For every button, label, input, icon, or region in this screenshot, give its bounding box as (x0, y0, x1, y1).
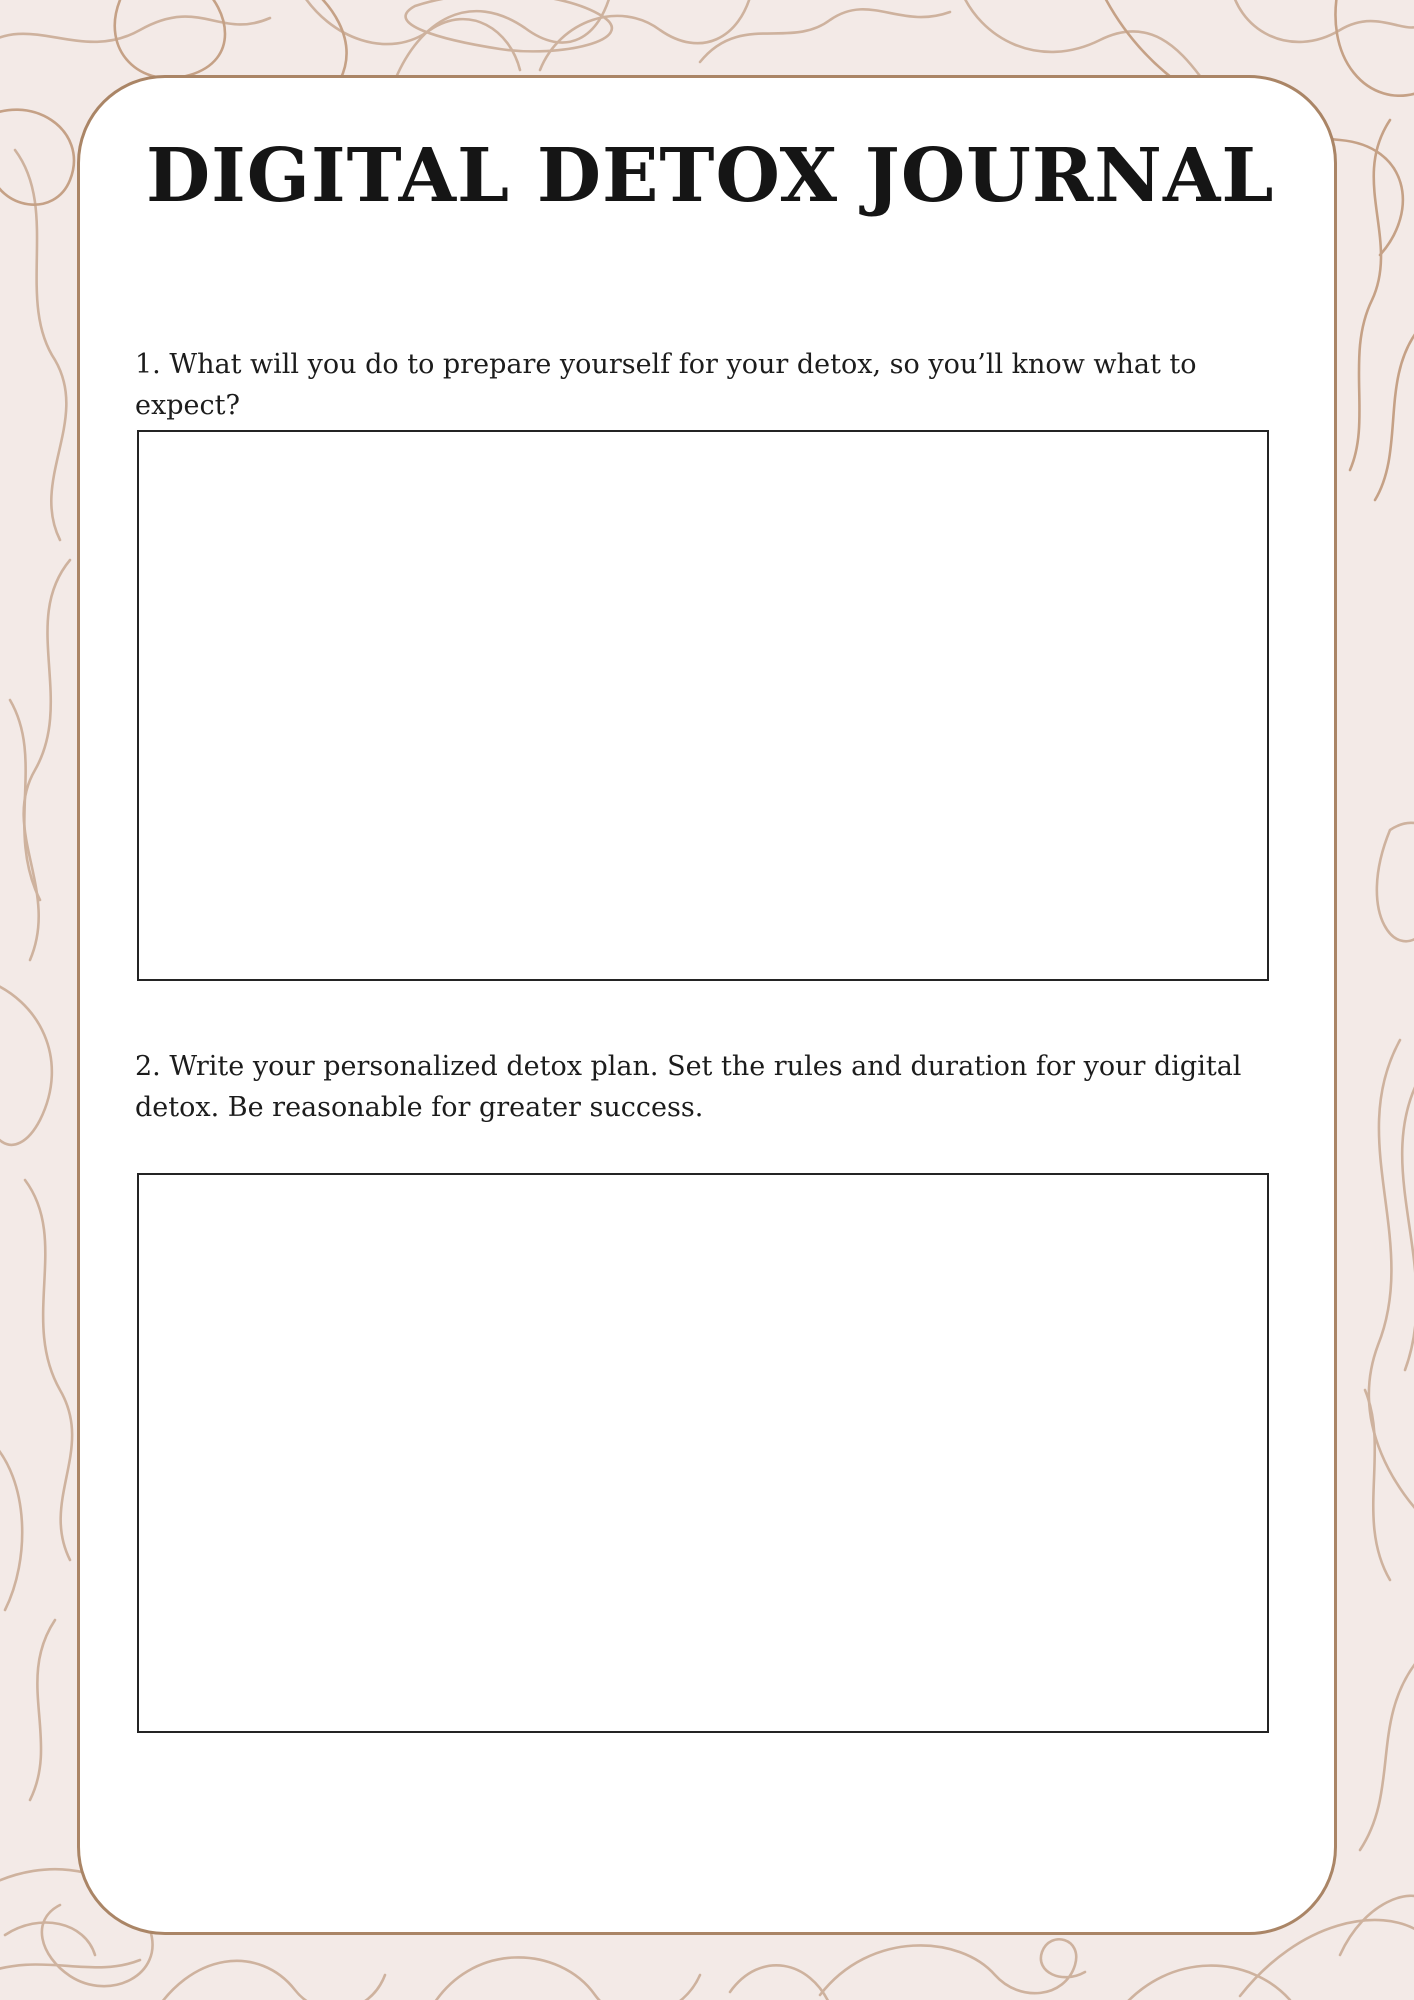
question-1-text: 1. What will you do to prepare yourself for your detox, so you’ll know what to expect? (135, 349, 1197, 421)
question-2-text: 2. Write your personalized detox plan. Set the rules and duration for your digital detox. Be reasonable for greater success. (135, 1051, 1242, 1123)
question-2-answer-box[interactable] (137, 1173, 1269, 1733)
question-1-answer-box[interactable] (137, 430, 1269, 981)
journal-card (77, 75, 1337, 1935)
page-title: DIGITAL DETOX JOURNAL (146, 133, 1275, 219)
